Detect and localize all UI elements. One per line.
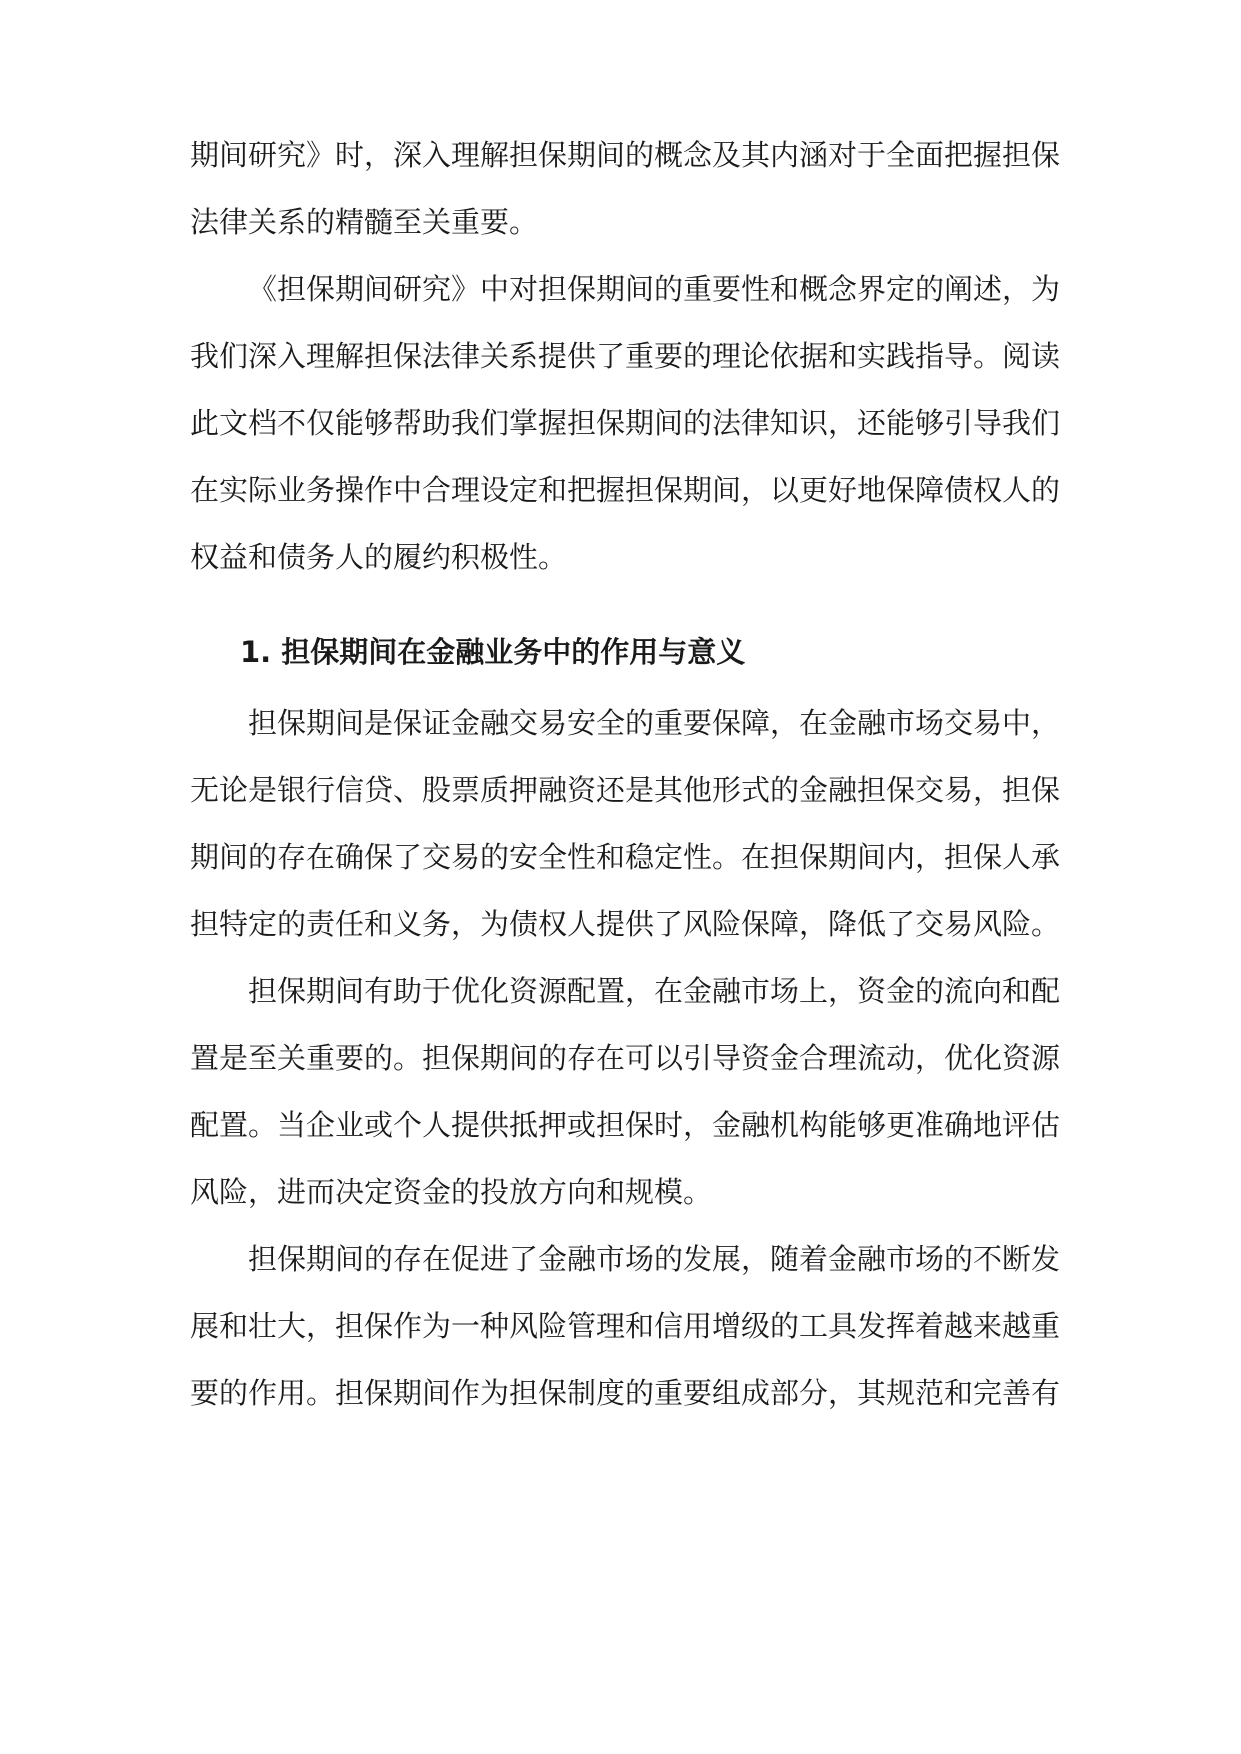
paragraph-line: 要的作用。担保期间作为担保制度的重要组成部分，其规范和完善有 — [190, 1376, 1061, 1410]
paragraph-line: 在实际业务操作中合理设定和把握担保期间，以更好地保障债权人的 — [190, 473, 1061, 507]
paragraph-line: 风险，进而决定资金的投放方向和规模。 — [190, 1175, 713, 1209]
paragraph-line: 置是至关重要的。担保期间的存在可以引导资金合理流动，优化资源 — [190, 1041, 1061, 1075]
section-heading: 1. 担保期间在金融业务中的作用与意义 — [240, 635, 746, 669]
paragraph-line: 无论是银行信贷、股票质押融资还是其他形式的金融担保交易，担保 — [190, 773, 1061, 807]
paragraph-line: 担保期间的存在促进了金融市场的发展，随着金融市场的不断发 — [248, 1242, 1061, 1276]
paragraph-line: 担特定的责任和义务，为债权人提供了风险保障，降低了交易风险。 — [190, 907, 1061, 941]
paragraph-line: 配置。当企业或个人提供抵押或担保时，金融机构能够更准确地评估 — [190, 1108, 1061, 1142]
paragraph-line: 展和壮大，担保作为一种风险管理和信用增级的工具发挥着越来越重 — [190, 1309, 1061, 1343]
paragraph-line: 法律关系的精髓至关重要。 — [190, 205, 539, 239]
paragraph-line: 期间研究》时，深入理解担保期间的概念及其内涵对于全面把握担保 — [190, 138, 1061, 172]
paragraph-line: 此文档不仅能够帮助我们掌握担保期间的法律知识，还能够引导我们 — [190, 406, 1061, 440]
paragraph-line: 我们深入理解担保法律关系提供了重要的理论依据和实践指导。阅读 — [190, 339, 1061, 373]
paragraph-line: 担保期间有助于优化资源配置，在金融市场上，资金的流向和配 — [248, 974, 1061, 1008]
paragraph-line: 期间的存在确保了交易的安全性和稳定性。在担保期间内，担保人承 — [190, 840, 1061, 874]
paragraph-line: 权益和债务人的履约积极性。 — [190, 540, 568, 574]
paragraph-line: 担保期间是保证金融交易安全的重要保障，在金融市场交易中， — [248, 706, 1061, 740]
paragraph-line: 《担保期间研究》中对担保期间的重要性和概念界定的阐述，为 — [248, 272, 1061, 306]
